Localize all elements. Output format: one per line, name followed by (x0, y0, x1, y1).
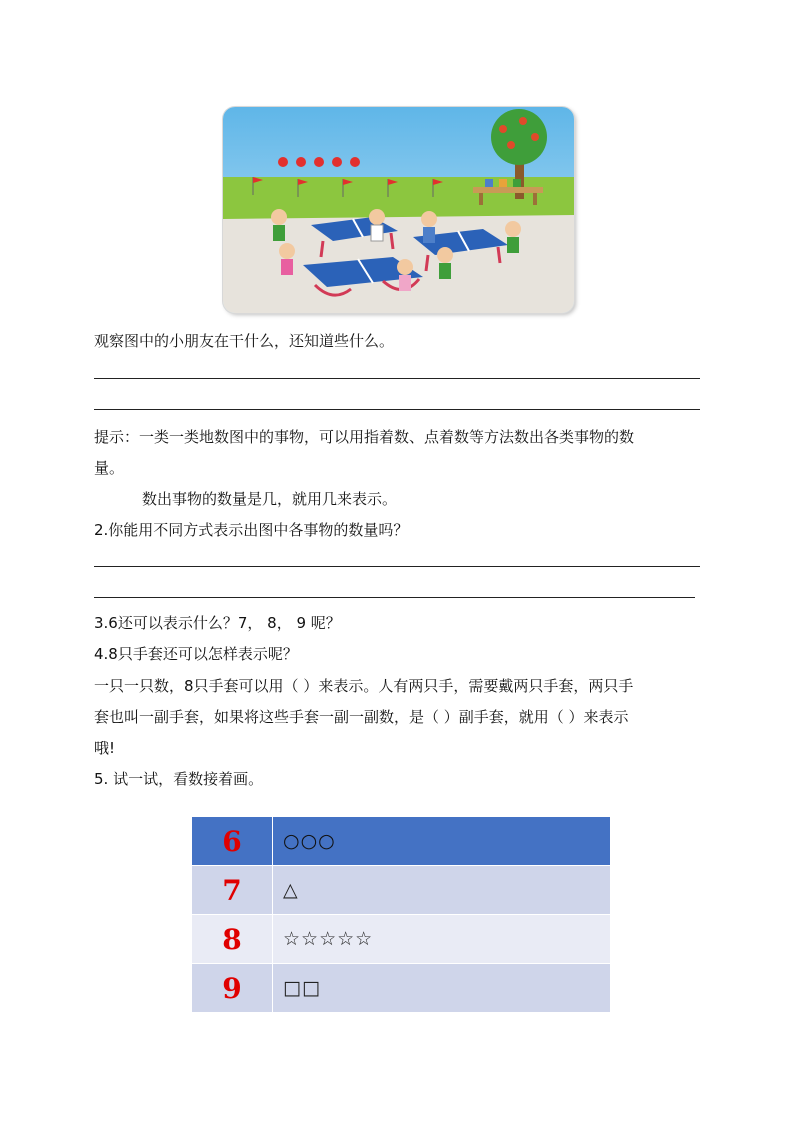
number-cell: 9 (192, 964, 273, 1013)
number-cell: 8 (192, 915, 273, 964)
illustration-table-tennis (223, 107, 574, 313)
hint-text: 提示：一类一类地数图中的事物，可以用指着数、点着数等方法数出各类事物的数 (94, 428, 635, 446)
answer-line-1b[interactable] (94, 409, 700, 410)
shape-cell[interactable]: ○○○ (273, 817, 611, 866)
answer-line-2b[interactable] (94, 597, 695, 598)
question-3: 3.6还可以表示什么？7， 8， 9 呢？ (94, 614, 341, 632)
number-cell: 7 (192, 866, 273, 915)
question-2: 2.你能用不同方式表示出图中各事物的数量吗？ (94, 521, 409, 539)
answer-line-1a[interactable] (94, 378, 700, 379)
question-5: 5. 试一试，看数接着画。 (94, 770, 264, 788)
table-row (192, 817, 611, 866)
question-4: 4.8只手套还可以怎样表示呢？ (94, 645, 298, 663)
gloves-text-line-3: 哦! (94, 739, 116, 757)
number-shape-table (191, 816, 611, 1013)
gloves-text-line-2: 套也叫一副手套，如果将这些手套一副一副数，是（ ）副手套，就用（ ）来表示 (94, 708, 629, 726)
shape-cell[interactable]: □□ (273, 964, 611, 1013)
table-row (192, 866, 611, 915)
gloves-text-line-1: 一只一只数，8只手套可以用（ ）来表示。人有两只手，需要戴两只手套，两只手 (94, 677, 634, 695)
table-row (192, 915, 611, 964)
hint-text-continued: 量。 (94, 459, 125, 477)
number-cell: 6 (192, 817, 273, 866)
table-row (192, 964, 611, 1013)
answer-line-2a[interactable] (94, 566, 700, 567)
shape-cell[interactable]: △ (273, 866, 611, 915)
shape-cell[interactable]: ☆☆☆☆☆ (273, 915, 611, 964)
question-1: 观察图中的小朋友在干什么，还知道些什么。 (94, 332, 395, 350)
hint-text-rule: 数出事物的数量是几，就用几来表示。 (142, 490, 398, 508)
